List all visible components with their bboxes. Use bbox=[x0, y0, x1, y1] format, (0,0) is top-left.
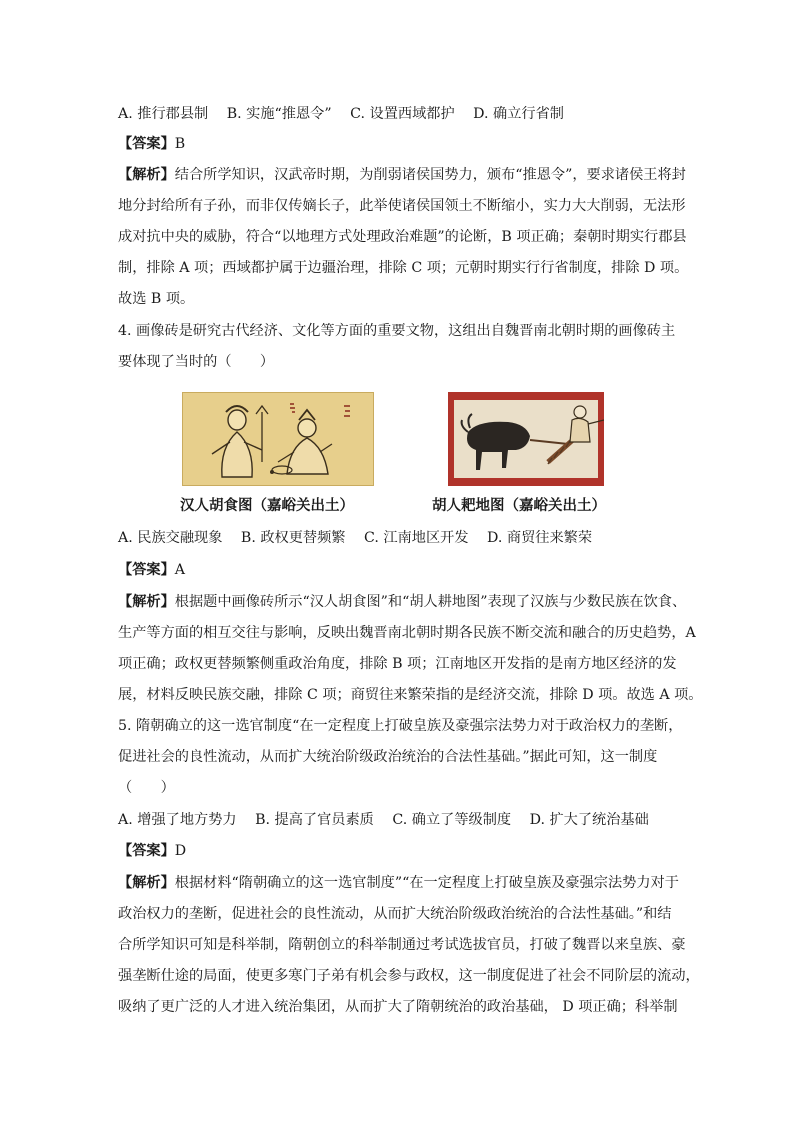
q4-analysis-line: 生产等方面的相互交往与影响，反映出魏晋南北朝时期各民族不断交流和融合的历史趋势，A bbox=[118, 625, 696, 641]
q4-answer bbox=[118, 560, 678, 580]
q4-option-d: D. 商贸往来繁荣 bbox=[487, 530, 593, 546]
q5-stem-line: （ ） bbox=[118, 780, 175, 796]
q5-options bbox=[118, 810, 678, 830]
q4-answer-tag: 【答案】 bbox=[118, 562, 175, 578]
q3-analysis-line: 地分封给所有子孙，而非仅传嫡长子，此举使诸侯国领土不断缩小，实力大大削弱，无法形 bbox=[118, 198, 686, 214]
q4-analysis-tag: 【解析】 bbox=[118, 594, 175, 610]
q3-analysis-line: 制，排除 A 项；西域都护属于边疆治理，排除 C 项；元朝时期实行行省制度，排除 D 项。 bbox=[118, 260, 689, 276]
q4-stem-line: 4. 画像砖是研究古代经济、文化等方面的重要文物，这组出自魏晋南北朝时期的画像砖主 bbox=[118, 323, 676, 339]
brick-painting-feast-icon bbox=[182, 392, 374, 486]
q4-figures bbox=[0, 392, 794, 512]
q3-answer bbox=[118, 134, 678, 154]
q5-analysis-line: 【解析】根据材料“隋朝确立的这一选官制度”“在一定程度上打破皇族及豪强宗法势力对于 bbox=[118, 875, 679, 891]
figure-caption: 胡人耙地图（嘉峪关出土） bbox=[432, 498, 606, 514]
q3-answer-tag: 【答案】 bbox=[118, 136, 175, 152]
q3-analysis-line: 【解析】结合所学知识，汉武帝时期，为削弱诸侯国势力，颁布“推恩令”，要求诸侯王将封 bbox=[118, 167, 686, 183]
q3-option-a: A. 推行郡县制 bbox=[118, 106, 209, 122]
q4-analysis-line: 【解析】根据题中画像砖所示“汉人胡食图”和“胡人耕地图”表现了汉族与少数民族在饮食、 bbox=[118, 594, 687, 610]
q5-analysis-line: 合所学知识可知是科举制，隋朝创立的科举制通过考试选拔官员，打破了魏晋以来皇族、豪 bbox=[118, 937, 686, 953]
q5-answer-value: D bbox=[174, 843, 187, 859]
q5-analysis-line: 吸纳了更广泛的人才进入统治集团，从而扩大了隋朝统治的政治基础， D 项正确；科举制 bbox=[118, 999, 678, 1015]
q3-option-c: C. 设置西域都护 bbox=[350, 106, 455, 122]
q5-stem-line: 5. 隋朝确立的这一选官制度“在一定程度上打破皇族及豪强宗法势力对于政治权力的垄断， bbox=[118, 718, 683, 734]
q3-analysis-line: 故选 B 项。 bbox=[118, 291, 195, 307]
q3-answer-value: B bbox=[174, 136, 186, 152]
q3-option-d: D. 确立行省制 bbox=[473, 106, 564, 122]
figure-caption: 汉人胡食图（嘉峪关出土） bbox=[180, 498, 354, 514]
q4-analysis-line: 项正确；政权更替频繁侧重政治角度，排除 B 项；江南地区开发指的是南方地区经济的发 bbox=[118, 656, 677, 672]
q5-answer bbox=[118, 841, 678, 861]
q4-analysis-line: 展，材料反映民族交融，排除 C 项；商贸往来繁荣指的是经济交流，排除 D 项。故选 A 项。 bbox=[118, 687, 703, 703]
q5-option-c: C. 确立了等级制度 bbox=[392, 812, 512, 828]
q3-analysis-tag: 【解析】 bbox=[118, 167, 175, 183]
q3-analysis-line: 成对抗中央的威胁，符合“以地理方式处理政治难题”的论断，B 项正确；秦朝时期实行郡县 bbox=[118, 229, 687, 245]
q5-stem-line: 促进社会的良性流动，从而扩大统治阶级政治统治的合法性基础。”据此可知，这一制度 bbox=[118, 749, 658, 765]
q4-option-a: A. 民族交融现象 bbox=[118, 530, 223, 546]
q4-option-c: C. 江南地区开发 bbox=[364, 530, 469, 546]
q5-analysis-line: 政治权力的垄断，促进社会的良性流动，从而扩大统治阶级政治统治的合法性基础。”和结 bbox=[118, 906, 672, 922]
q4-answer-value: A bbox=[174, 562, 186, 578]
q4-option-b: B. 政权更替频繁 bbox=[240, 530, 346, 546]
q3-option-b: B. 实施“推恩令” bbox=[226, 106, 332, 122]
q4-options bbox=[118, 528, 678, 548]
q5-option-d: D. 扩大了统治基础 bbox=[529, 812, 649, 828]
q5-option-b: B. 提高了官员素质 bbox=[255, 812, 374, 828]
q5-option-a: A. 增强了地方势力 bbox=[118, 812, 237, 828]
q4-stem-line: 要体现了当时的（ ） bbox=[118, 354, 275, 370]
q5-analysis-tag: 【解析】 bbox=[118, 875, 175, 891]
q5-analysis-line: 强垄断仕途的局面，使更多寒门子弟有机会参与政权，这一制度促进了社会不同阶层的流动， bbox=[118, 968, 700, 984]
brick-painting-ox-harrow-icon bbox=[448, 392, 604, 486]
q5-answer-tag: 【答案】 bbox=[118, 843, 175, 859]
q3-options bbox=[118, 104, 678, 124]
